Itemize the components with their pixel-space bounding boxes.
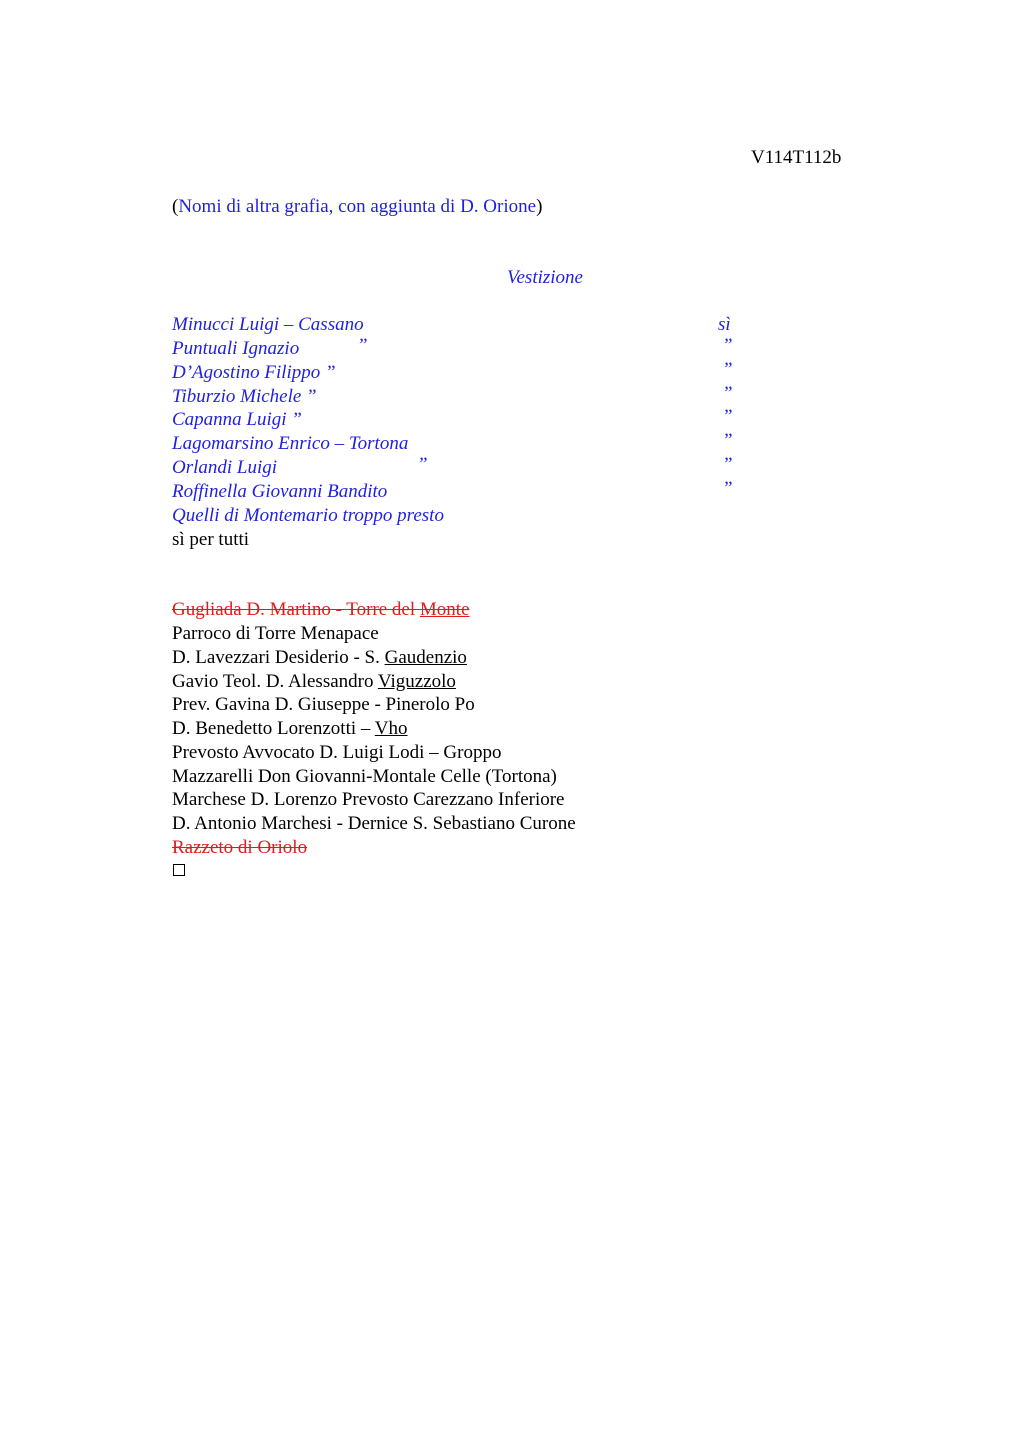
list-item: Puntuali Ignazio [172, 338, 300, 359]
editorial-note [172, 195, 542, 219]
list-item: D’Agostino Filippo ” [172, 362, 336, 383]
empty-box-icon [173, 864, 185, 876]
list-item: Marchese D. Lorenzo Prevosto Carezzano Inferiore [172, 789, 565, 810]
list-item-mark: ” [722, 430, 733, 451]
list-item-text: D. Benedetto Lorenzotti – [172, 718, 375, 739]
list-item: Lagomarsino Enrico – Tortona [172, 433, 409, 454]
struck-underlined-text: Monte [419, 599, 470, 620]
list-item: Prev. Gavina D. Giuseppe - Pinerolo Po [172, 694, 475, 715]
note-close-paren: ) [536, 196, 543, 217]
document-id: V114T112b [751, 147, 842, 168]
underlined-place: Gaudenzio [384, 647, 467, 668]
list-item: Tiburzio Michele ” [172, 386, 317, 407]
list-item-text: D. Lavezzari Desiderio - S. [172, 647, 385, 668]
note-text: Nomi di altra grafia, con aggiunta di D. Orione [178, 196, 537, 217]
struck-name-line [172, 598, 470, 622]
list-item-mark: ” [722, 454, 733, 475]
list-item: D. Antonio Marchesi - Dernice S. Sebastiano Curone [172, 813, 576, 834]
list-item: Quelli di Montemario troppo presto [172, 505, 444, 526]
list-item-mark: ” [722, 406, 733, 427]
list-item-mark: ” [722, 383, 733, 404]
section-title: Vestizione [507, 267, 583, 288]
list-item-mark: ” [722, 359, 733, 380]
list-item [172, 670, 456, 694]
list-item-mark: ” [722, 478, 733, 499]
struck-text: Gugliada D. Martino - Torre del [172, 599, 420, 620]
summary-line: sì per tutti [172, 529, 250, 550]
list-item-inner-ditto: ” [417, 454, 428, 475]
list-item-text: Gavio Teol. D. Alessandro [172, 671, 378, 692]
list-item-mark: ” [722, 335, 733, 356]
list-item-mark: sì [718, 314, 731, 335]
list-item: Orlandi Luigi [172, 457, 278, 478]
list-item: Parroco di Torre Menapace [172, 623, 379, 644]
note-open-paren: ( [172, 196, 179, 217]
list-item: Prevosto Avvocato D. Luigi Lodi – Groppo [172, 742, 502, 763]
list-item: Capanna Luigi ” [172, 409, 302, 430]
list-item: Minucci Luigi – Cassano [172, 314, 364, 335]
list-item [172, 717, 408, 741]
list-item: Mazzarelli Don Giovanni-Montale Celle (Tortona) [172, 766, 557, 787]
struck-name-line: Razzeto di Oriolo [172, 837, 308, 858]
list-item-inner-ditto: ” [357, 335, 368, 356]
list-item: Roffinella Giovanni Bandito [172, 481, 388, 502]
underlined-place: Vho [374, 718, 408, 739]
list-item [172, 646, 467, 670]
underlined-place: Viguzzolo [377, 671, 456, 692]
